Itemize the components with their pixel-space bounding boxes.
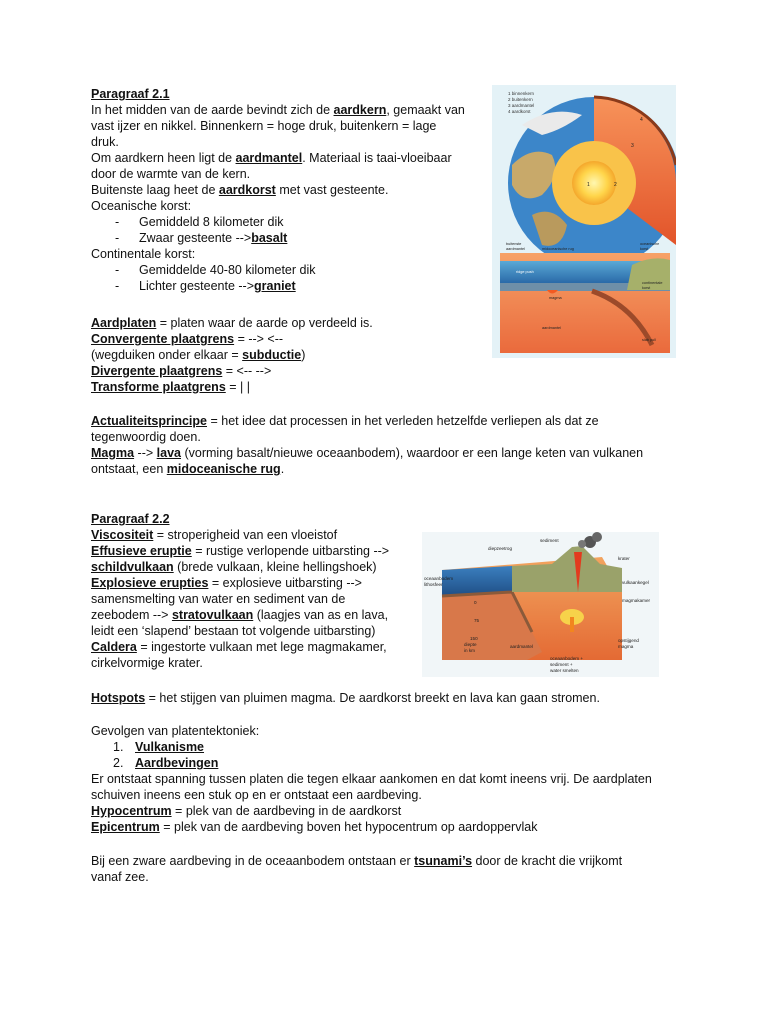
section-2-1 — [91, 86, 465, 294]
figure-label: midoceanische rug — [542, 247, 574, 251]
term-hypocentrum: Hypocentrum — [91, 804, 172, 818]
text-line: schildvulkaan (brede vulkaan, kleine hellingshoek) — [91, 560, 377, 574]
term-lava: lava — [156, 446, 181, 460]
figure-label: slab pull — [642, 338, 656, 342]
list-item: - Gemiddeld 8 kilometer dik — [115, 215, 284, 229]
tsunami-block — [91, 853, 622, 885]
figure-label: magma — [618, 644, 634, 649]
text-line: Continentale korst: — [91, 247, 196, 261]
figure-label: 75 — [474, 618, 480, 623]
text-line: Explosieve erupties = explosieve uitbarsting --> — [91, 576, 362, 590]
gevolgen-block — [91, 723, 652, 835]
figure-label: lithosfeer — [424, 582, 443, 587]
term-caldera: Caldera — [91, 640, 137, 654]
figure-label: diepte — [464, 642, 477, 647]
figure-label: krater — [618, 556, 630, 561]
text-line: Oceanische korst: — [91, 199, 192, 213]
number-label: 4 — [640, 117, 643, 123]
inner-core — [572, 161, 616, 205]
term-actualiteitsprincipe: Actualiteitsprincipe — [91, 414, 207, 428]
text-line: vast ijzer en nikkel. Binnenkern = hoge druk, buitenkern = lage — [91, 119, 437, 133]
term-transforme: Transforme plaatgrens — [91, 380, 226, 394]
figure-label: 0 — [474, 600, 477, 605]
text-line: Effusieve eruptie = rustige verlopende uitbarsting --> — [91, 544, 390, 558]
text-line: samensmelting van water en sediment van de — [91, 592, 346, 606]
figure-label: aardmantel — [542, 326, 561, 330]
text-line: druk. — [91, 135, 119, 149]
text-line: Transforme plaatgrens = | | — [91, 380, 250, 394]
term-aardkorst: aardkorst — [218, 183, 276, 197]
figure-label: continentale — [642, 281, 663, 285]
legend-item: 4 aardkorst — [508, 109, 531, 114]
text-line: Caldera = ingestorte vulkaan met lege magmakamer, — [91, 640, 387, 654]
figure-label: magma — [549, 296, 562, 300]
term-midoceanische-rug: midoceanische rug — [166, 462, 281, 476]
volcano-diagram — [422, 532, 659, 677]
term-magma: Magma — [91, 446, 135, 460]
text-line: zeebodem --> stratovulkaan (laagjes van as en lava, — [91, 608, 389, 622]
figure-label: buitenste — [506, 242, 522, 246]
term-aardkern: aardkern — [333, 103, 387, 117]
earth-diagram — [492, 85, 676, 358]
figure-label: vulkaankegel — [622, 580, 649, 585]
term-schildvulkaan: schildvulkaan — [91, 560, 174, 574]
text-line: ontstaat, een midoceanische rug. — [91, 462, 285, 476]
list-item: 1. Vulkanisme — [113, 740, 205, 754]
text-line: cirkelvormige krater. — [91, 656, 203, 670]
number-label: 3 — [631, 143, 634, 149]
term-epicentrum: Epicentrum — [91, 820, 160, 834]
figure-label: magmakamer — [622, 598, 651, 603]
section-2-2 — [91, 511, 389, 671]
volcano-cone — [512, 546, 622, 592]
actualiteit-block — [91, 413, 643, 477]
term-explosieve: Explosieve erupties — [91, 576, 209, 590]
figure-label: korst — [640, 247, 649, 251]
figure-label: opstijgend — [618, 638, 639, 643]
figure-label: diepzeetrog — [488, 546, 513, 551]
text-line: Buitenste laag heet de aardkorst met vast gesteente. — [91, 183, 389, 197]
earth-structure-figure — [492, 85, 676, 358]
text-line: vanaf zee. — [91, 870, 149, 884]
text-line: Aardplaten = platen waar de aarde op verdeeld is. — [91, 316, 373, 330]
figure-label: aardmantel — [510, 644, 533, 649]
term-aardmantel: aardmantel — [235, 151, 303, 165]
text-line: Er ontstaat spanning tussen platen die tegen elkaar aankomen en dat komt ineens vrij. De aardplaten — [91, 772, 652, 786]
text-line: Gevolgen van platentektoniek: — [91, 724, 260, 738]
hotspots-block — [91, 690, 600, 706]
term-basalt: basalt — [251, 231, 288, 245]
plates-block — [91, 315, 373, 395]
figure-label: 150 — [470, 636, 478, 641]
text-line: Bij een zware aardbeving in de oceaanbodem ontstaan er tsunami’s door de kracht die vrijkomt — [91, 854, 623, 868]
term-aardplaten: Aardplaten — [91, 316, 157, 330]
figure-label: water smelten — [550, 668, 579, 673]
text-line: In het midden van de aarde bevindt zich de aardkern, gemaakt van — [91, 103, 465, 117]
legend-item: 1 binnenkern — [508, 91, 535, 96]
number-label: 2 — [614, 182, 617, 188]
term-stratovulkaan: stratovulkaan — [171, 608, 254, 622]
legend-item: 2 buitenkern — [508, 97, 533, 102]
term-hotspots: Hotspots — [91, 691, 146, 705]
text-line: (wegduiken onder elkaar = subductie) — [91, 348, 306, 362]
text-line: leidt een ‘slapend’ bestaan tot volgende uitbarsting) — [91, 624, 376, 638]
term-viscositeit: Viscositeit — [91, 528, 154, 542]
figure-label: sediment — [540, 538, 559, 543]
list-item: - Lichter gesteente --> graniet — [115, 279, 296, 293]
text-line: Hotspots = het stijgen van pluimen magma. De aardkorst breekt en lava kan gaan stromen. — [91, 691, 600, 705]
figure-label: oceanische — [640, 242, 660, 246]
figure-label: aardmantel — [506, 247, 525, 251]
text-line: Actualiteitsprincipe = het idee dat processen in het verleden hetzelfde verliepen als dat ze — [91, 414, 599, 428]
list-item: - Zwaar gesteente --> basalt — [115, 231, 288, 245]
figure-label: in km — [464, 648, 475, 653]
number-label: 1 — [587, 182, 590, 188]
text-line: door de warmte van de kern. — [91, 167, 251, 181]
term-subductie: subductie — [242, 348, 302, 362]
term-effusieve: Effusieve eruptie — [91, 544, 192, 558]
figure-label: oceaanbodem — [424, 576, 454, 581]
text-line: Hypocentrum = plek van de aardbeving in de aardkorst — [91, 804, 402, 818]
text-line: Om aardkern heen ligt de aardmantel. Materiaal is taai-vloeibaar — [91, 151, 452, 165]
term-tsunamis: tsunami’s — [414, 854, 473, 868]
figure-legend — [508, 91, 535, 114]
text-line: Divergente plaatgrens = <-- --> — [91, 364, 272, 378]
term-vulkanisme: Vulkanisme — [135, 740, 205, 754]
list-item: - Gemiddelde 40-80 kilometer dik — [115, 263, 316, 277]
figure-label: korst — [642, 286, 651, 290]
text-line: tegenwoordig doen. — [91, 430, 201, 444]
term-aardbevingen: Aardbevingen — [135, 756, 219, 770]
figure-label: ridge push — [516, 270, 534, 274]
text-line: Viscositeit = stroperigheid van een vloeistof — [91, 528, 338, 542]
term-graniet: graniet — [254, 279, 296, 293]
term-convergente: Convergente plaatgrens — [91, 332, 235, 346]
text-line: Magma --> lava (vorming basalt/nieuwe oceaanbodem), waardoor er een lange keten van vulkanen — [91, 446, 644, 460]
text-line: Convergente plaatgrens = --> <-- — [91, 332, 284, 346]
text-line: Epicentrum = plek van de aardbeving boven het hypocentrum op aardoppervlak — [91, 820, 538, 834]
legend-item: 3 aardmantel — [508, 103, 535, 108]
list-item: 2. Aardbevingen — [113, 756, 219, 770]
section-heading: Paragraaf 2.2 — [91, 512, 170, 526]
text-line: schuiven ineens een stuk op en er ontstaat een aardbeving. — [91, 788, 422, 802]
figure-label: oceaanbodem + — [550, 656, 584, 661]
term-divergente: Divergente plaatgrens — [91, 364, 223, 378]
section-heading: Paragraaf 2.1 — [91, 87, 170, 101]
figure-label: sediment + — [550, 662, 573, 667]
volcano-figure — [422, 532, 659, 677]
